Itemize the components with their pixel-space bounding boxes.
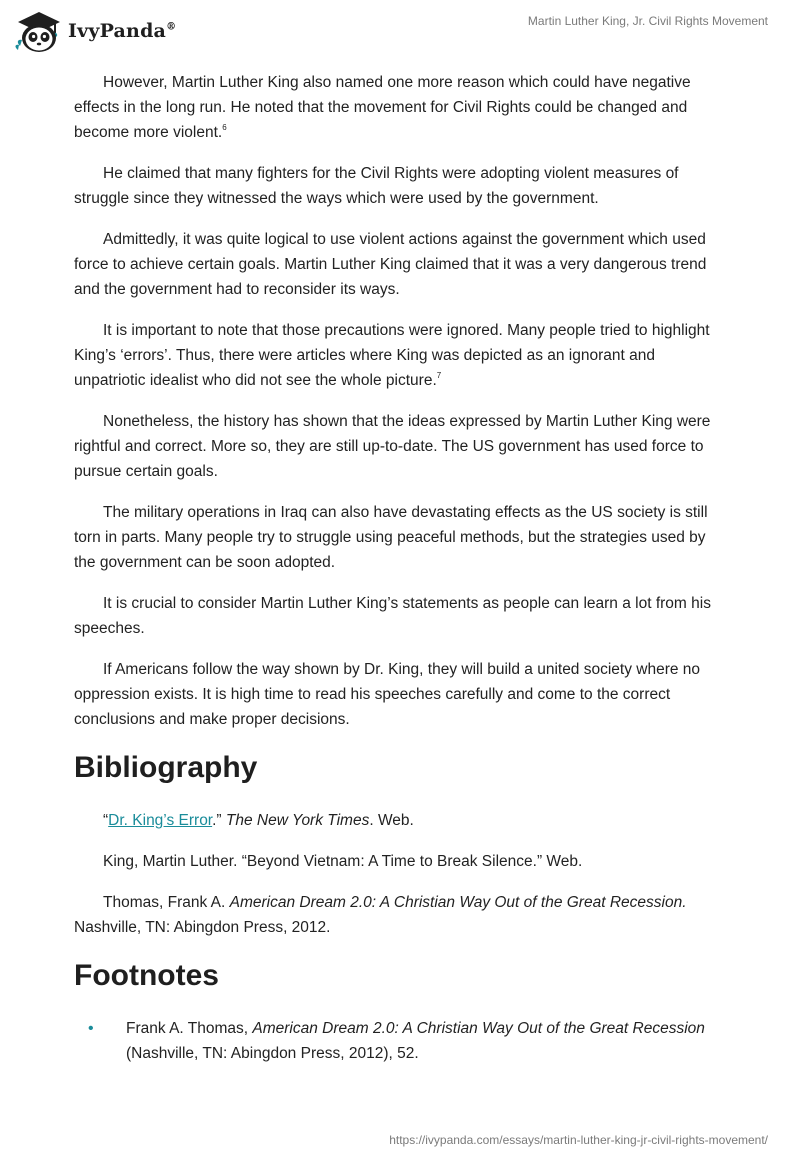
body-paragraph-2: He claimed that many fighters for the Civil Rights were adopting violent measures of struggle since they witnessed the ways which were used by the government. xyxy=(74,165,679,207)
body-paragraph-3: Admittedly, it was quite logical to use violent actions against the government which used force to achieve certain goals. Martin Luther King claimed that it was a very dangerous trend and the government had to reconsider its ways. xyxy=(74,231,707,298)
bibliography-heading: Bibliography xyxy=(74,751,258,784)
document-title: Martin Luther King, Jr. Civil Rights Movement xyxy=(527,14,768,28)
page-header xyxy=(0,0,800,60)
footnote-ref-7[interactable]: 7 xyxy=(436,371,442,380)
ivypanda-logo[interactable] xyxy=(14,8,176,54)
footnote-item: • Frank A. Thomas, American Dream 2.0: A Christian Way Out of the Great Recession (Nashville, TN: Abingdon Press, 2012), 52. xyxy=(74,1016,730,1066)
panda-graduate-icon xyxy=(14,8,62,54)
essay-content xyxy=(74,70,730,1066)
body-paragraph-1: However, Martin Luther King also named one more reason which could have negative effects in the long run. He noted that the movement for Civil Rights could be changed and become more violent.$^6$ xyxy=(74,74,691,141)
body-paragraph-4: It is important to note that those precautions were ignored. Many people tried to highlight King’s ‘errors’. Thus, there were articles where King was depicted as an ignorant and unpatriotic idealist who did not see the whole picture.$^7$ xyxy=(74,322,710,389)
body-paragraph-6: The military operations in Iraq can also have devastating effects as the US society is still torn in parts. Many people try to struggle using peaceful methods, but the strategies used by the government can be soon adopted. xyxy=(74,504,708,571)
footnote-ref-6[interactable]: 6 xyxy=(222,123,227,132)
footnotes-heading: Footnotes xyxy=(74,959,219,992)
registered-mark: ® xyxy=(166,21,177,33)
bullet-icon: • xyxy=(88,1020,94,1037)
footer-url[interactable]: https://ivypanda.com/essays/martin-luther-king-jr-civil-rights-movement/ xyxy=(389,1133,768,1147)
footnotes-list xyxy=(74,1016,730,1066)
body-paragraph-5: Nonetheless, the history has shown that the ideas expressed by Martin Luther King were rightful and correct. More so, they are still up-to-date. The US government has used force to pursue certain goals. xyxy=(74,413,711,480)
logo-text: IvyPanda® xyxy=(68,20,177,42)
bibliography-entry-3: Thomas, Frank A. American Dream 2.0: A Christian Way Out of the Great Recession. Nashville, TN: Abingdon Press, 2012. xyxy=(74,894,687,936)
bibliography-entry-1: “Dr. King’s Error.” The New York Times. Web. xyxy=(103,812,414,829)
body-paragraph-7: It is crucial to consider Martin Luther King’s statements as people can learn a lot from his speeches. xyxy=(74,595,711,637)
bibliography-link[interactable]: Dr. King’s Error xyxy=(108,812,213,829)
body-paragraph-8: If Americans follow the way shown by Dr. King, they will build a united society where no oppression exists. It is high time to read his speeches carefully and come to the correct conclusions and make proper decisions. xyxy=(74,661,701,728)
bibliography-entry-2: King, Martin Luther. “Beyond Vietnam: A Time to Break Silence.” Web. xyxy=(103,853,583,870)
